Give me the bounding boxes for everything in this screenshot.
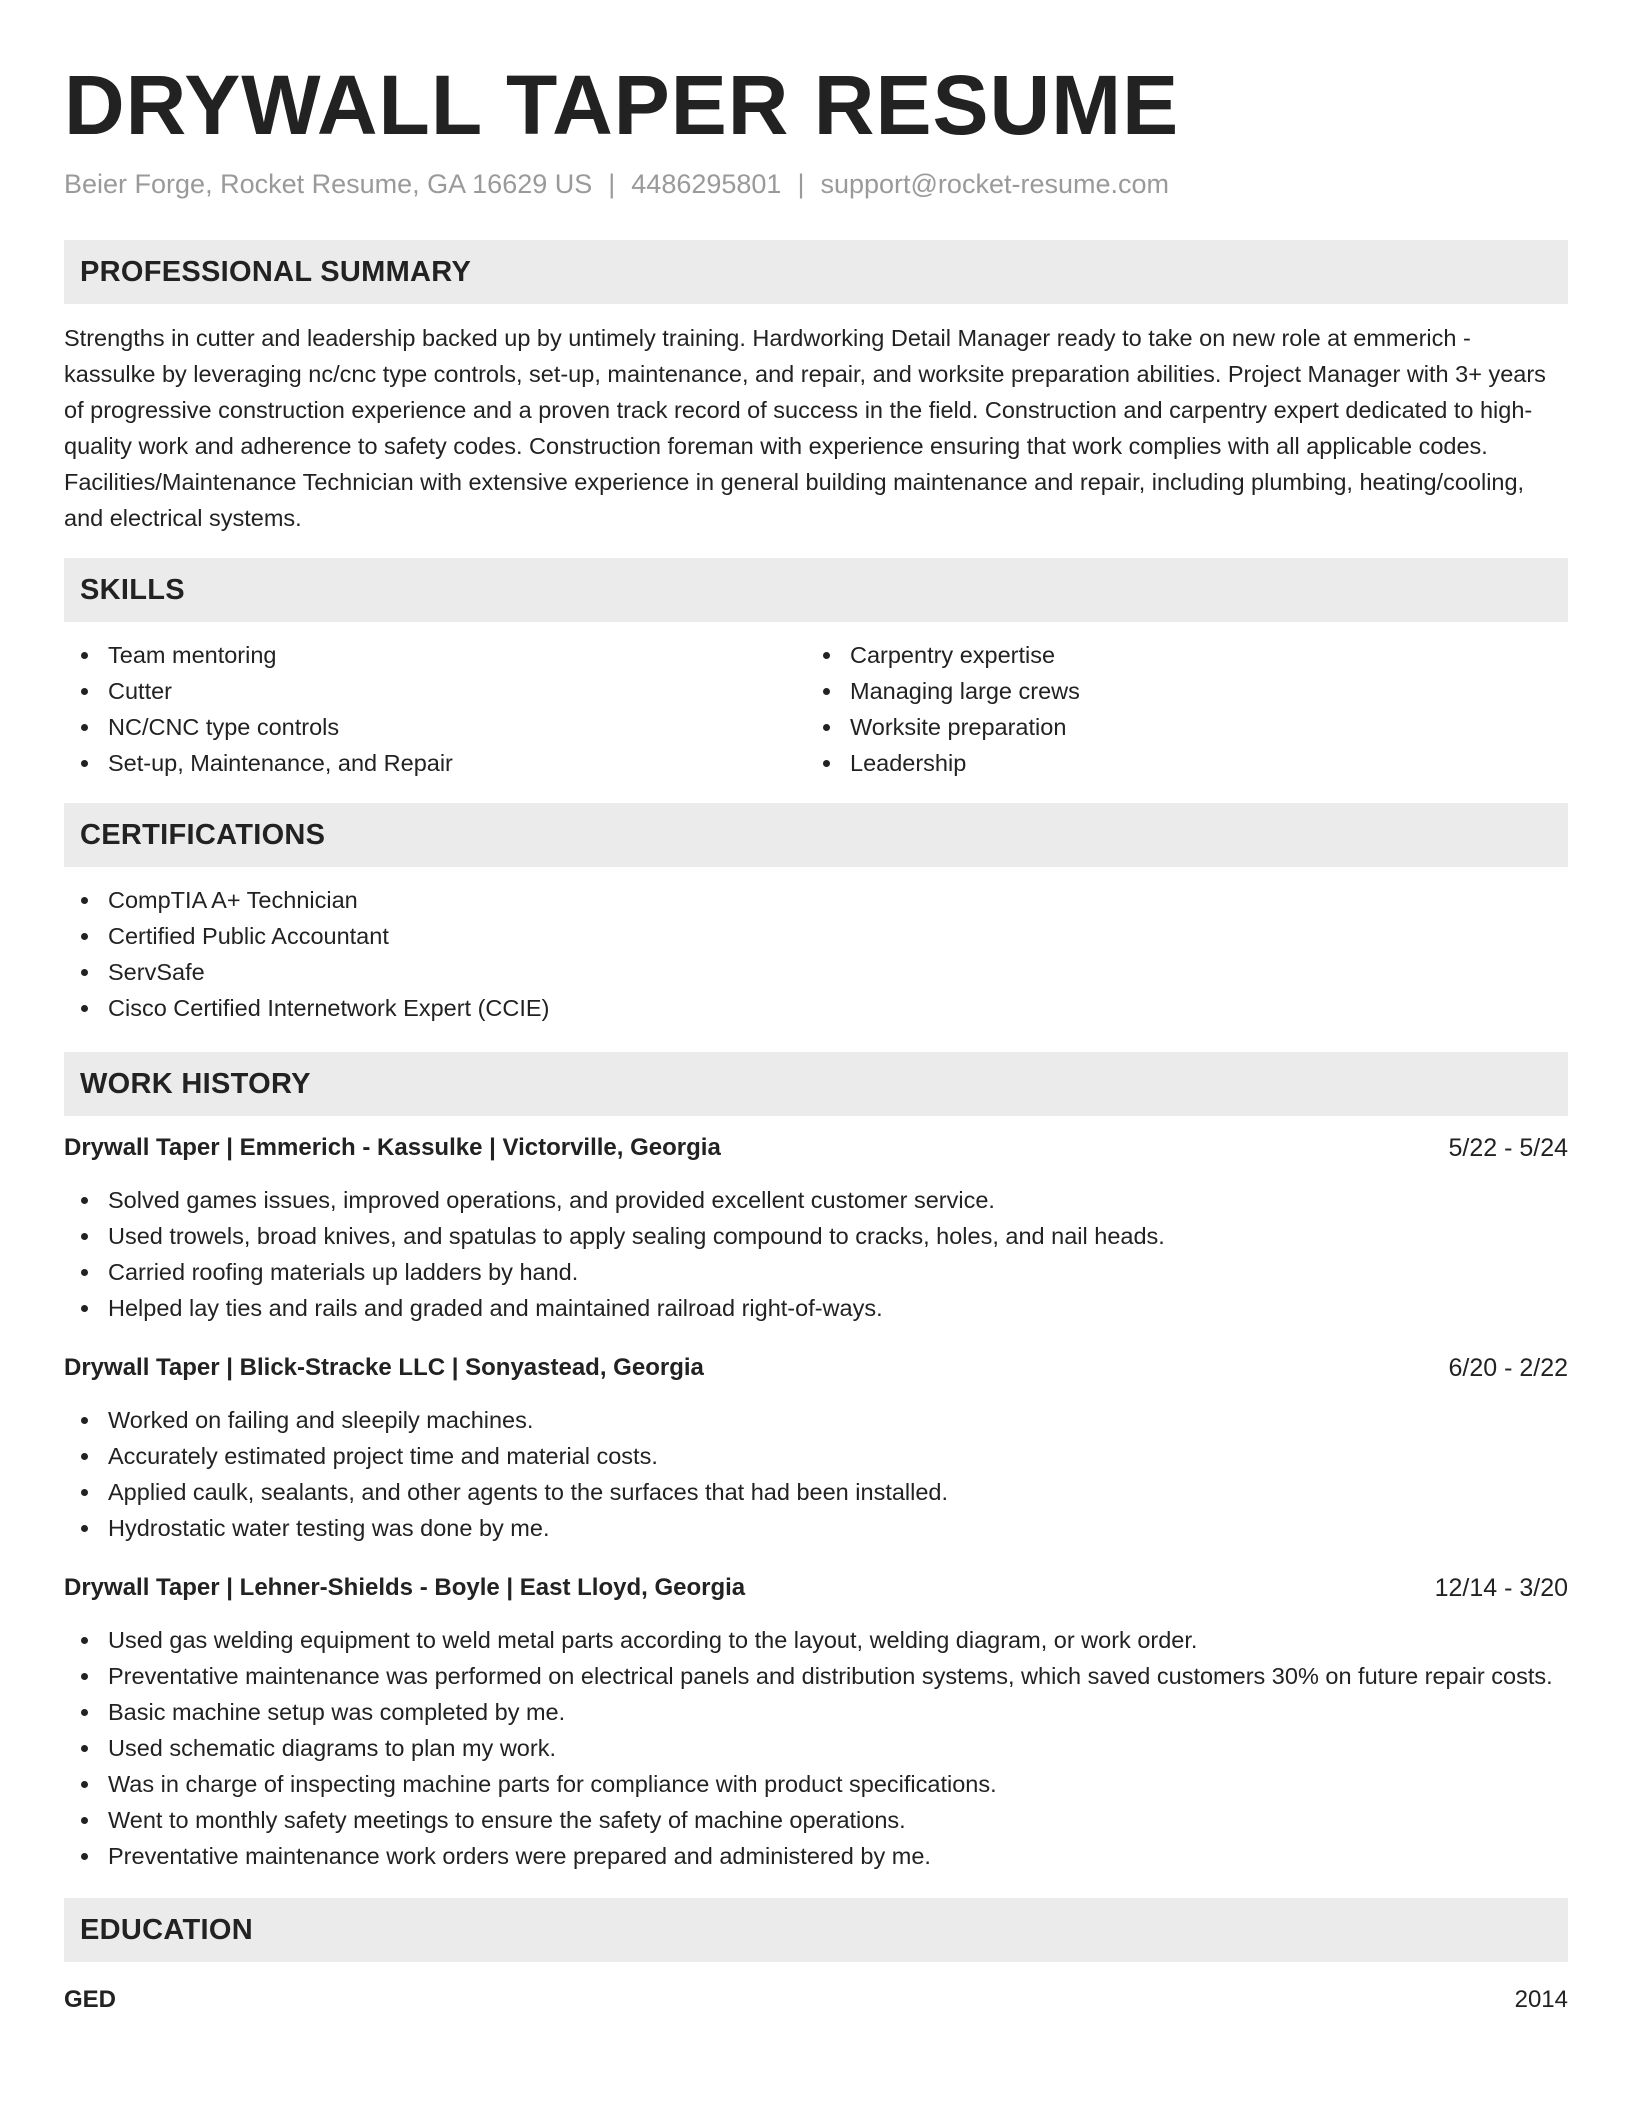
skill-item: Cutter (64, 673, 806, 709)
job-duty: Basic machine setup was completed by me. (64, 1694, 1568, 1730)
skills-column-right (806, 637, 1548, 781)
job-duties (64, 1622, 1568, 1874)
skill-item: Set-up, Maintenance, and Repair (64, 745, 806, 781)
contact-email: support@rocket-resume.com (820, 169, 1169, 199)
skill-item: NC/CNC type controls (64, 709, 806, 745)
job-entry (64, 1130, 1568, 1326)
job-duty: Worked on failing and sleepily machines. (64, 1402, 1568, 1438)
skill-item: Managing large crews (806, 673, 1548, 709)
job-duties (64, 1402, 1568, 1546)
contact-address: Beier Forge, Rocket Resume, GA 16629 US (64, 169, 593, 199)
skill-item: Leadership (806, 745, 1548, 781)
job-duty: Carried roofing materials up ladders by hand. (64, 1254, 1568, 1290)
job-duty: Hydrostatic water testing was done by me. (64, 1510, 1568, 1546)
skill-item: Carpentry expertise (806, 637, 1548, 673)
job-duty: Accurately estimated project time and material costs. (64, 1438, 1568, 1474)
section-heading-skills: SKILLS (64, 558, 1568, 622)
job-duty: Solved games issues, improved operations, and provided excellent customer service. (64, 1182, 1568, 1218)
education-entry (64, 1982, 1568, 2018)
certification-item: CompTIA A+ Technician (64, 882, 1568, 918)
job-duty: Went to monthly safety meetings to ensure the safety of machine operations. (64, 1802, 1568, 1838)
job-duty: Applied caulk, sealants, and other agents to the surfaces that had been installed. (64, 1474, 1568, 1510)
education-year: 2014 (1514, 1986, 1568, 2013)
job-header (64, 1570, 1568, 1606)
job-duty: Was in charge of inspecting machine parts for compliance with product specifications. (64, 1766, 1568, 1802)
job-title: Drywall Taper | Lehner-Shields - Boyle | East Lloyd, Georgia (64, 1574, 746, 1601)
job-header (64, 1130, 1568, 1166)
job-duty: Used trowels, broad knives, and spatulas to apply sealing compound to cracks, holes, and nail heads. (64, 1218, 1568, 1254)
certification-item: Certified Public Accountant (64, 918, 1568, 954)
job-header (64, 1350, 1568, 1386)
job-title: Drywall Taper | Emmerich - Kassulke | Victorville, Georgia (64, 1134, 721, 1161)
job-duties (64, 1182, 1568, 1326)
job-duty: Preventative maintenance work orders were prepared and administered by me. (64, 1838, 1568, 1874)
skill-item: Team mentoring (64, 637, 806, 673)
job-title: Drywall Taper | Blick-Stracke LLC | Sonyastead, Georgia (64, 1354, 704, 1381)
skills-column-left (64, 637, 806, 781)
job-duty: Preventative maintenance was performed on electrical panels and distribution systems, which saved customers 30% on future repair costs. (64, 1658, 1568, 1694)
job-duty: Used schematic diagrams to plan my work. (64, 1730, 1568, 1766)
job-dates: 12/14 - 3/20 (1434, 1574, 1568, 1602)
certification-item: ServSafe (64, 954, 1568, 990)
contact-phone: 4486295801 (631, 169, 782, 199)
resume-title: DRYWALL TAPER RESUME (64, 58, 1180, 152)
job-entry (64, 1350, 1568, 1546)
job-dates: 5/22 - 5/24 (1448, 1134, 1568, 1162)
section-heading-summary: PROFESSIONAL SUMMARY (64, 240, 1568, 304)
job-entry (64, 1570, 1568, 1874)
contact-separator: | (608, 169, 616, 199)
job-duty: Helped lay ties and rails and graded and maintained railroad right-of-ways. (64, 1290, 1568, 1326)
skill-item: Worksite preparation (806, 709, 1548, 745)
section-heading-work-history: WORK HISTORY (64, 1052, 1568, 1116)
section-heading-certifications: CERTIFICATIONS (64, 803, 1568, 867)
contact-separator: | (797, 169, 805, 199)
certification-item: Cisco Certified Internetwork Expert (CCIE) (64, 990, 1568, 1026)
contact-line (64, 166, 1568, 202)
job-duty: Used gas welding equipment to weld metal parts according to the layout, welding diagram, or work order. (64, 1622, 1568, 1658)
education-degree: GED (64, 1986, 117, 2013)
skills-list (64, 637, 1568, 781)
summary-text: Strengths in cutter and leadership backed up by untimely training. Hardworking Detail Manager ready to take on new role at emmerich - kassulke by leveraging nc/cnc type controls, set-up, maintenance, and repair, and worksite preparation abilities. Project Manager with 3+ years of progressive construction experience and a proven track record of success in the field. Construction and carpentry expert dedicated to high-quality work and adherence to safety codes. Construction foreman with experience ensuring that work complies with all applicable codes. Facilities/Maintenance Technician with extensive experience in general building maintenance and repair, including plumbing, heating/cooling, and electrical systems. (64, 325, 1546, 531)
section-heading-education: EDUCATION (64, 1898, 1568, 1962)
job-dates: 6/20 - 2/22 (1448, 1354, 1568, 1382)
certifications-list (64, 882, 1568, 1026)
